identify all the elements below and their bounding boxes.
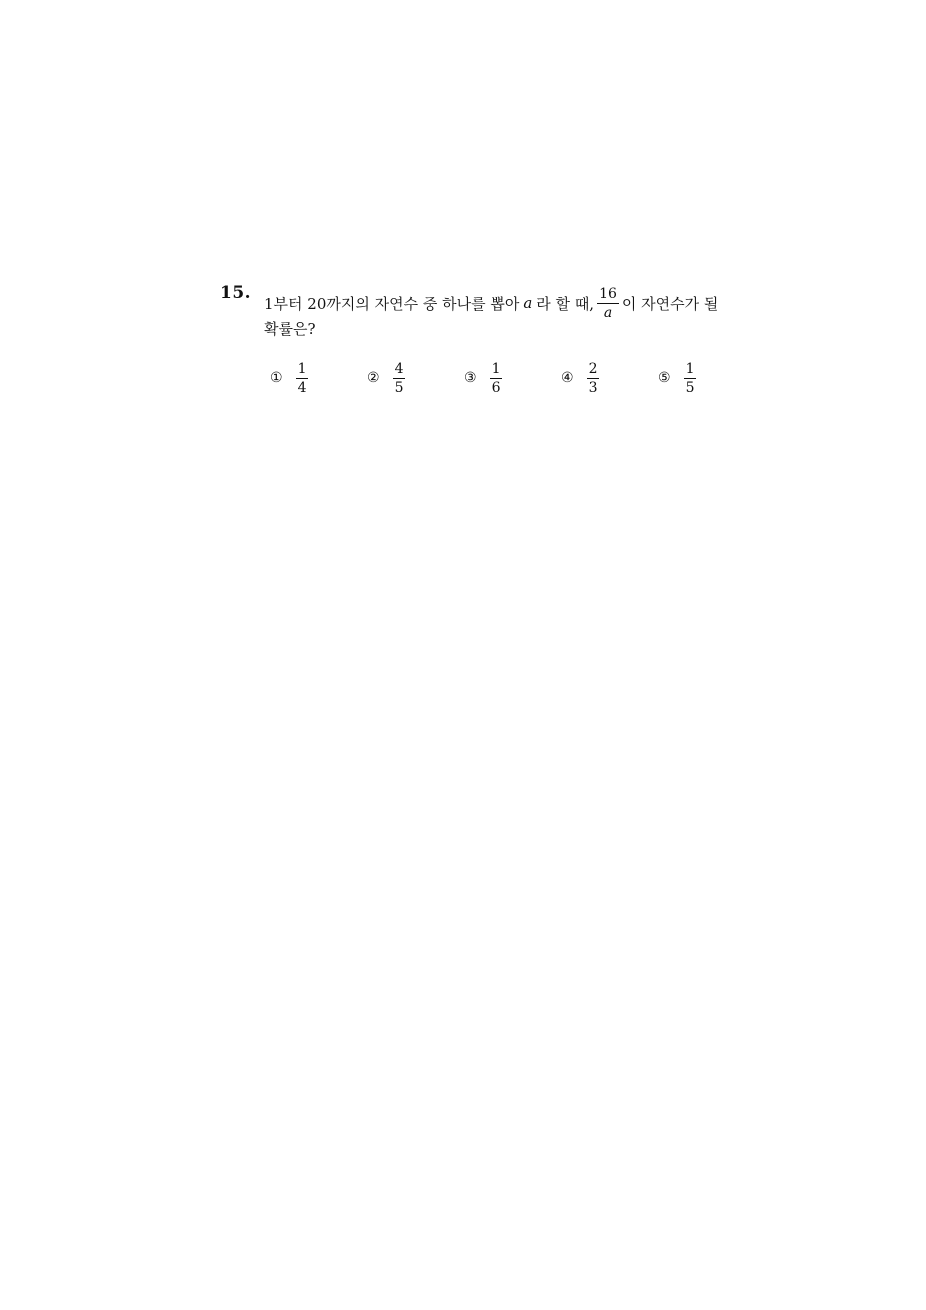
question-stem-line-1 [264, 285, 718, 321]
choice-numerator: 4 [394, 360, 404, 377]
choice-numerator: 1 [491, 360, 501, 377]
answer-choices [270, 358, 710, 398]
choice-marker: ① [270, 370, 283, 386]
choice-numerator: 1 [297, 360, 307, 377]
choice-marker: ⑤ [658, 370, 671, 386]
stem-fraction-numerator: 16 [599, 285, 617, 302]
choice-4[interactable] [561, 358, 602, 398]
choice-numerator: 1 [685, 360, 695, 377]
choice-denominator: 5 [685, 379, 695, 396]
choice-denominator: 5 [394, 379, 404, 396]
choice-denominator: 3 [588, 379, 598, 396]
question-text-part-3: 이 자연수가 될 [621, 294, 719, 313]
choice-fraction [684, 362, 697, 395]
question-stem-line-2: 확률은? [264, 320, 316, 338]
stem-fraction [597, 287, 619, 320]
choice-denominator: 6 [491, 379, 501, 396]
choice-fraction [587, 362, 600, 395]
question-text-part-1: 1부터 20까지의 자연수 중 하나를 뽑아 [264, 294, 520, 313]
choice-marker: ④ [561, 370, 574, 386]
question-text-part-2: 라 할 때, [536, 294, 595, 313]
choice-numerator: 2 [588, 360, 598, 377]
choice-2[interactable] [367, 358, 408, 398]
choice-5[interactable] [658, 358, 699, 398]
variable-a: a [523, 294, 533, 312]
choice-marker: ② [367, 370, 380, 386]
question-number: 15. [220, 283, 252, 303]
choice-marker: ③ [464, 370, 477, 386]
choice-denominator: 4 [297, 379, 307, 396]
choice-fraction [296, 362, 309, 395]
choice-fraction [490, 362, 503, 395]
stem-fraction-denominator: a [603, 304, 613, 321]
choice-fraction [393, 362, 406, 395]
choice-3[interactable] [464, 358, 505, 398]
choice-1[interactable] [270, 358, 311, 398]
